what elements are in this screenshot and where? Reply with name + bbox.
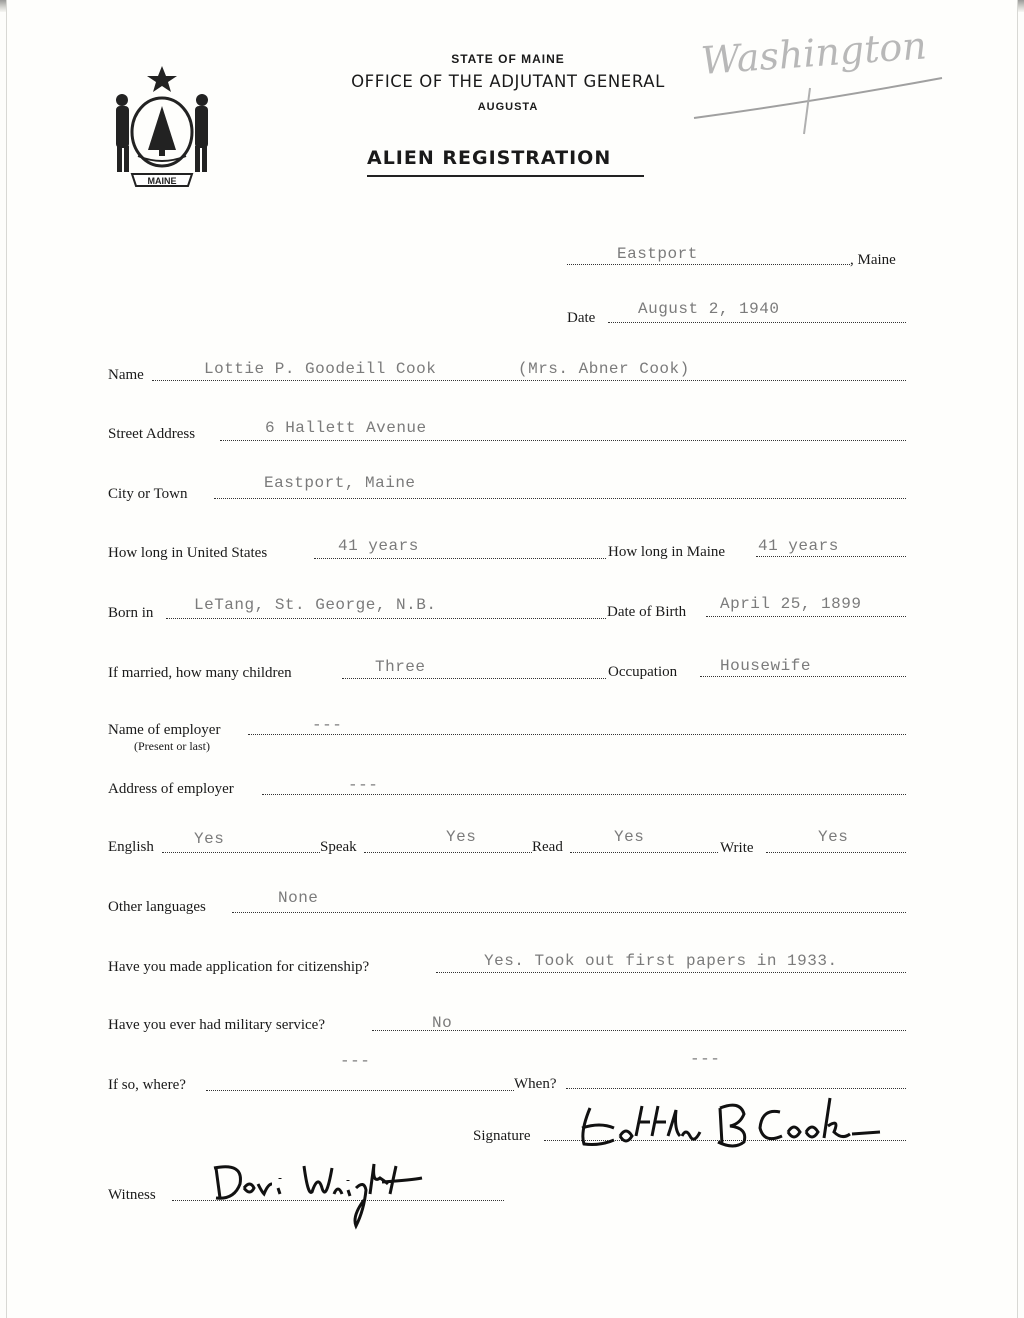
signature-label: Signature [473,1128,531,1144]
date-line [608,322,906,323]
county-note-text: Washington [699,23,929,83]
english-line [162,852,320,853]
date-label: Date [567,310,596,326]
dob-line [706,616,906,617]
occupation-label: Occupation [608,664,678,680]
place-line [567,264,850,265]
dob-label: Date of Birth [607,604,687,620]
citizenship-line [436,972,906,973]
other-languages-label: Other languages [108,899,206,915]
witness-handwriting [206,1154,426,1234]
employer-sublabel: (Present or last) [134,739,210,753]
where-value: --- [340,1052,371,1070]
employer-label: Name of employer [108,722,221,738]
speak-line [364,852,532,853]
write-value: Yes [818,828,849,846]
employer-address-line [262,794,906,795]
date-value: August 2, 1940 [638,300,780,318]
name-line [152,380,906,381]
us-time-line [314,558,606,559]
other-languages-value: None [278,889,319,907]
military-value: No [432,1014,453,1032]
state-heading: STATE OF MAINE [451,52,565,66]
witness-label: Witness [108,1187,156,1203]
military-label: Have you ever had military service? [108,1017,325,1033]
employer-address-value: --- [348,776,379,794]
city-line [214,498,906,499]
speak-value: Yes [446,828,477,846]
english-value: Yes [194,830,225,848]
form-title: ALIEN REGISTRATION [367,147,612,169]
maine-time-value: 41 years [758,537,839,555]
children-value: Three [375,658,426,676]
street-line [220,440,906,441]
born-line [166,618,606,619]
title-underline [367,175,644,177]
write-line [766,852,906,853]
employer-value: --- [312,716,343,734]
city-label: City or Town [108,486,188,502]
name-alias-value: (Mrs. Abner Cook) [518,360,690,378]
english-label: English [108,839,154,855]
us-time-label: How long in United States [108,545,268,561]
where-label: If so, where? [108,1077,186,1093]
office-heading: OFFICE OF THE ADJUTANT GENERAL [351,72,665,91]
citizenship-value: Yes. Took out first papers in 1933. [484,952,838,970]
signature-handwriting [570,1088,900,1158]
street-value: 6 Hallett Avenue [265,419,427,437]
other-languages-line [232,912,906,913]
read-value: Yes [614,828,645,846]
city-value: Eastport, Maine [264,474,416,492]
maine-time-label: How long in Maine [608,544,726,560]
place-suffix: , Maine [850,252,896,268]
maine-time-line [756,556,906,557]
occupation-line [700,676,906,677]
citizenship-label: Have you made application for citizenship? [108,959,370,975]
children-line [342,678,606,679]
where-line [206,1090,514,1091]
born-value: LeTang, St. George, N.B. [194,596,437,614]
handwritten-county-note [692,22,952,142]
street-label: Street Address [108,426,196,442]
speak-label: Speak [320,839,357,855]
write-label: Write [720,840,754,856]
city-heading: AUGUSTA [477,101,539,113]
occupation-value: Housewife [720,657,811,675]
dob-value: April 25, 1899 [720,595,862,613]
children-label: If married, how many children [108,665,292,681]
us-time-value: 41 years [338,537,419,555]
read-line [570,852,718,853]
name-value: Lottie P. Goodeill Cook [204,360,437,378]
employer-address-label: Address of employer [108,781,234,797]
born-label: Born in [108,605,154,621]
read-label: Read [532,839,563,855]
name-label: Name [108,367,144,383]
employer-line [248,734,906,735]
when-value: --- [690,1050,721,1068]
seal-banner-text: MAINE [147,176,177,186]
place-value: Eastport [617,245,698,263]
when-label: When? [514,1076,557,1092]
